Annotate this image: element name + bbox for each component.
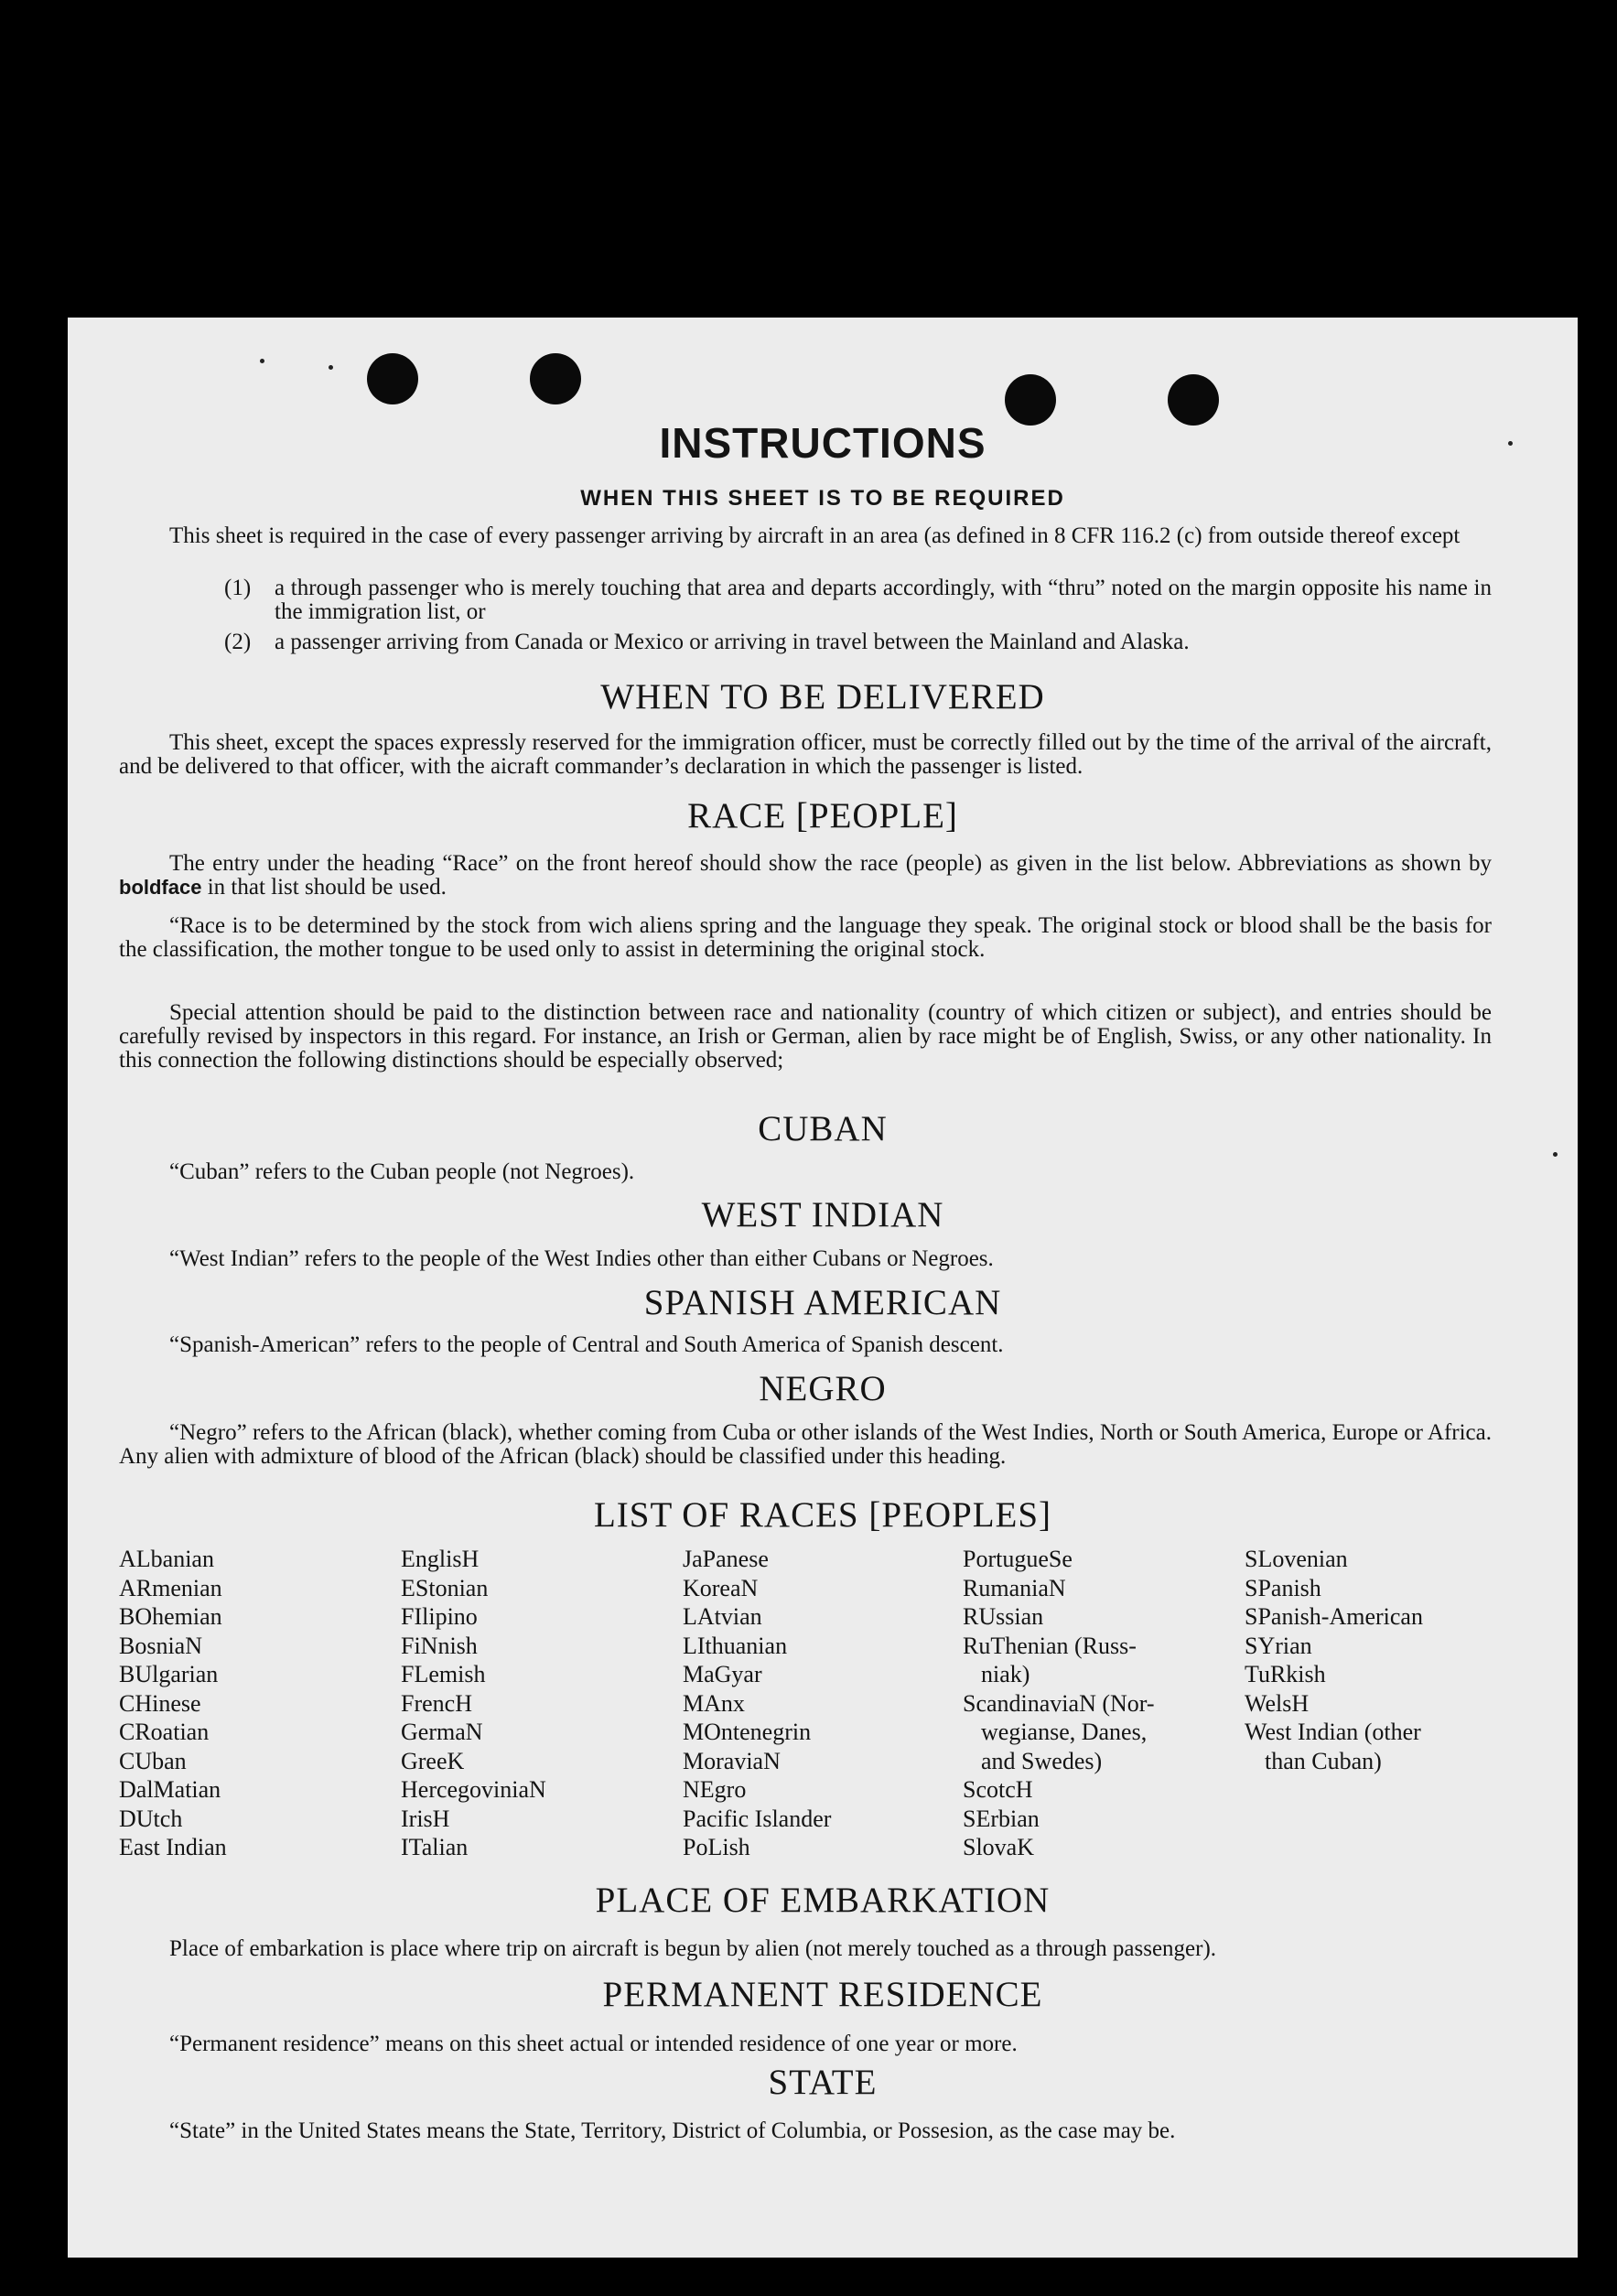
race-paragraph-1: The entry under the heading “Race” on the front hereof should show the race (people) as given in the list below. Abbreviations as shown by boldface in that list should be used. (119, 851, 1492, 900)
section-heading-spanish-american: SPANISH AMERICAN (643, 1283, 1002, 1322)
race-item: GreeK (401, 1747, 465, 1774)
exception-text: a passenger arriving from Canada or Mexico or arriving in travel between the Mainland and Alaska. (275, 630, 1190, 654)
race-column (963, 1545, 1155, 1862)
race-item: ARmenian (119, 1574, 222, 1601)
race-list (119, 1545, 1547, 1874)
race-item: MoraviaN (683, 1747, 781, 1774)
race-item: GermaN (401, 1719, 483, 1745)
race-item: SlovaK (963, 1834, 1034, 1860)
dust-speck (329, 365, 333, 370)
race-item: SYrian (1245, 1632, 1312, 1659)
negro-text: “Negro” refers to the African (black), whether coming from Cuba or other islands of the West Indies, North or South America, Europe or Africa. Any alien with admixture of blood of the African (black) should be classified under this heading. (119, 1420, 1492, 1469)
race-item: ScotcH (963, 1776, 1033, 1803)
race-item: MaGyar (683, 1661, 762, 1687)
race-item: DalMatian (119, 1776, 221, 1803)
race-item: SPanish (1245, 1574, 1321, 1601)
race-item: PoLish (683, 1834, 750, 1860)
race-item: WelsH (1245, 1689, 1310, 1717)
race-item: Pacific Islander (683, 1805, 832, 1832)
section-heading-residence: PERMANENT RESIDENCE (602, 1975, 1043, 2014)
race-item-continued: and Swedes) (981, 1747, 1103, 1774)
race-paragraph-2: “Race is to be determined by the stock from wich aliens spring and the language they speak. The original stock or blood shall be the basis for the classification, the mother tongue to be used only to assist in determining the original stock. (119, 913, 1492, 962)
page-title: INSTRUCTIONS (659, 419, 986, 467)
punch-hole (367, 353, 418, 404)
race-item: MAnx (683, 1689, 745, 1717)
boldface-word: boldface (119, 876, 202, 899)
section-heading-delivered: WHEN TO BE DELIVERED (600, 677, 1045, 717)
race-item: JaPanese (683, 1546, 769, 1572)
delivered-paragraph: This sheet, except the spaces expressly reserved for the immigration officer, must be correctly filled out by the time of the arrival of the aircraft, and be delivered to that officer, with the aicraft commander’s declaration in which the passenger is listed. (119, 730, 1492, 779)
dust-speck (260, 359, 264, 363)
race-paragraph-3: Special attention should be paid to the distinction between race and nationality (country of which citizen or subject), and entries should be carefully revised by inspectors in this regard. For instance, an Irish or German, alien by race might be of English, Swiss, or any other nationality. In this connection the following distinctions should be especially observed; (119, 1000, 1492, 1073)
embarkation-text: Place of embarkation is place where trip on aircraft is begun by alien (not merely touched as a through passenger). (169, 1936, 1217, 1961)
race-item: PortugueSe (963, 1546, 1073, 1572)
spanish-american-text: “Spanish-American” refers to the people of Central and South America of Spanish descent. (169, 1332, 1004, 1357)
race-item: DUtch (119, 1805, 183, 1832)
section-heading-negro: NEGRO (759, 1369, 887, 1408)
race-item: ITalian (401, 1834, 469, 1860)
dust-speck (1553, 1152, 1558, 1157)
race-item: FiNnish (401, 1632, 478, 1659)
race-column (119, 1545, 227, 1862)
race-item: RumaniaN (963, 1574, 1066, 1601)
section-heading-embarkation: PLACE OF EMBARKATION (595, 1881, 1051, 1920)
race-item: RuThenian (Russ- (963, 1632, 1137, 1659)
race-item: ALbanian (119, 1546, 214, 1572)
exception-number: (1) (224, 576, 252, 600)
exception-number: (2) (224, 630, 252, 654)
race-item: LAtvian (683, 1603, 762, 1630)
intro-paragraph: This sheet is required in the case of every passenger arriving by aircraft in an area (as defined in 8 CFR 116.2 (c) from outside thereof except (169, 523, 1461, 548)
race-item: SErbian (963, 1805, 1040, 1832)
race-item: East Indian (119, 1834, 227, 1860)
race-item: IrisH (401, 1805, 450, 1832)
race-item: RUssian (963, 1603, 1044, 1630)
state-text: “State” in the United States means the State, Territory, District of Columbia, or Possesion, as the case may be. (169, 2118, 1176, 2143)
race-column (1245, 1545, 1423, 1775)
race-item: TuRkish (1245, 1661, 1326, 1687)
race-item: SPanish-American (1245, 1603, 1423, 1630)
cuban-text: “Cuban” refers to the Cuban people (not Negroes). (169, 1159, 635, 1184)
race-item: BOhemian (119, 1603, 222, 1630)
race-item: EnglisH (401, 1546, 480, 1572)
race-item: FLemish (401, 1661, 486, 1687)
race-item: EStonian (401, 1574, 489, 1601)
race-item-continued: wegianse, Danes, (981, 1719, 1148, 1745)
race-item: West Indian (other (1245, 1719, 1421, 1745)
race-item: BosniaN (119, 1632, 202, 1659)
punch-hole (530, 353, 581, 404)
race-item: NEgro (683, 1776, 747, 1803)
section-heading-state: STATE (768, 2063, 878, 2102)
race-column (683, 1545, 831, 1862)
race-column (401, 1545, 546, 1862)
race-item-continued: than Cuban) (1265, 1747, 1382, 1774)
race-item: FIlipino (401, 1603, 478, 1630)
race-item: MOntenegrin (683, 1719, 812, 1745)
race-item: FrencH (401, 1689, 472, 1717)
section-heading-west-indian: WEST INDIAN (701, 1195, 944, 1234)
section-heading-race: RACE [PEOPLE] (687, 796, 958, 835)
residence-text: “Permanent residence” means on this sheet actual or intended residence of one year or more. (169, 2032, 1018, 2056)
race-item: CRoatian (119, 1719, 210, 1745)
race-item: ScandinaviaN (Nor- (963, 1689, 1155, 1717)
section-heading-cuban: CUBAN (758, 1109, 888, 1148)
race-item-continued: niak) (981, 1661, 1030, 1687)
race-item: BUlgarian (119, 1661, 219, 1687)
exception-text: a through passenger who is merely touching that area and departs accordingly, with “thru” noted on the margin opposite his name in the immigration list, or (275, 576, 1492, 624)
list-of-races-heading: LIST OF RACES [PEOPLES] (593, 1495, 1052, 1535)
race-item: KoreaN (683, 1574, 759, 1601)
west-indian-text: “West Indian” refers to the people of the West Indies other than either Cubans or Negroes. (169, 1246, 994, 1271)
race-item: LIthuanian (683, 1632, 788, 1659)
race-item: HercegoviniaN (401, 1776, 546, 1803)
subheading: WHEN THIS SHEET IS TO BE REQUIRED (580, 486, 1065, 511)
race-item: CUban (119, 1747, 187, 1774)
instruction-sheet (68, 318, 1578, 2258)
race-item: SLovenian (1245, 1546, 1348, 1572)
race-item: CHinese (119, 1689, 201, 1717)
